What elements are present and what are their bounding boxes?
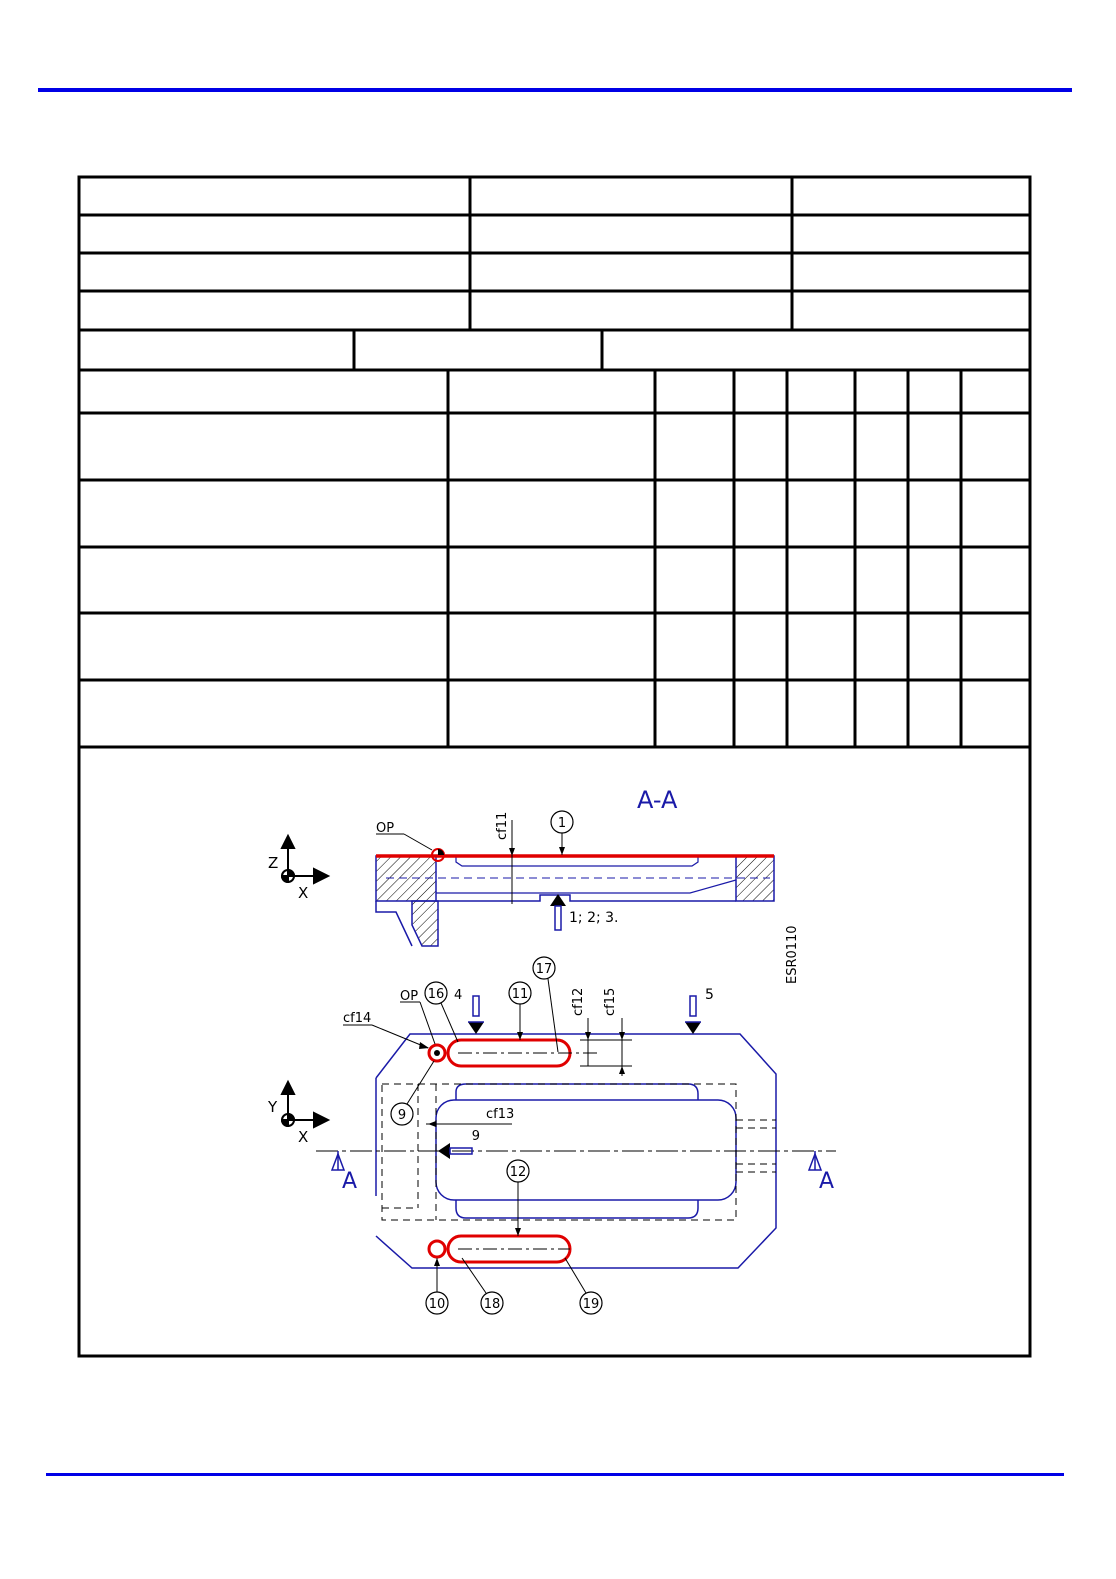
section-title: A-A (637, 786, 678, 814)
balloon-19-text: 19 (582, 1297, 600, 1312)
clamp-6-label: 6 (471, 1126, 480, 1141)
support-arrow-123 (550, 894, 566, 930)
clamp-4-label: 4 (454, 988, 463, 1003)
cf15-label: cf15 (603, 987, 618, 1016)
part-cross-section (376, 856, 774, 946)
axis-y-label: Y (268, 1098, 278, 1116)
axis-triad-xy (282, 1082, 328, 1127)
hole-lower (429, 1241, 445, 1257)
balloon-17-text: 17 (535, 962, 553, 977)
clamp-arrow-4 (468, 996, 484, 1034)
cf11-label: cf11 (495, 811, 510, 840)
balloon-16-text: 16 (427, 987, 445, 1002)
balloon-10-text: 10 (428, 1297, 446, 1312)
section-view (268, 786, 800, 984)
balloon-11-text: 11 (511, 987, 529, 1002)
plan-view (267, 957, 836, 1314)
header-table (79, 177, 1030, 1356)
balloon-12-text: 12 (509, 1165, 527, 1180)
axis-x-label: X (298, 884, 309, 902)
section-mark-left (332, 1151, 344, 1170)
op-label-top: OP (376, 821, 395, 836)
section-mark-right-label: A (819, 1169, 835, 1194)
axis-x-plan-label: X (298, 1128, 309, 1146)
op-label-plan: OP (400, 989, 419, 1004)
cf12-label: cf12 (571, 987, 586, 1016)
clamp-5-label: 5 (705, 987, 714, 1003)
clamp-arrow-5 (685, 996, 701, 1034)
balloon-9-text: 9 (397, 1108, 407, 1123)
part-code: ESR0110 (785, 925, 800, 984)
balloon-18-text: 18 (483, 1297, 501, 1312)
cf13-label: cf13 (486, 1107, 515, 1122)
support-label: 1; 2; 3. (569, 910, 619, 926)
axis-triad-xz (282, 836, 328, 883)
section-mark-left-label: A (342, 1169, 358, 1194)
section-mark-right (809, 1151, 821, 1170)
balloon-1-text: 1 (557, 816, 567, 831)
outer-border (79, 177, 1030, 1356)
axis-z-label: Z (268, 854, 279, 872)
cf14-label: cf14 (343, 1011, 372, 1026)
